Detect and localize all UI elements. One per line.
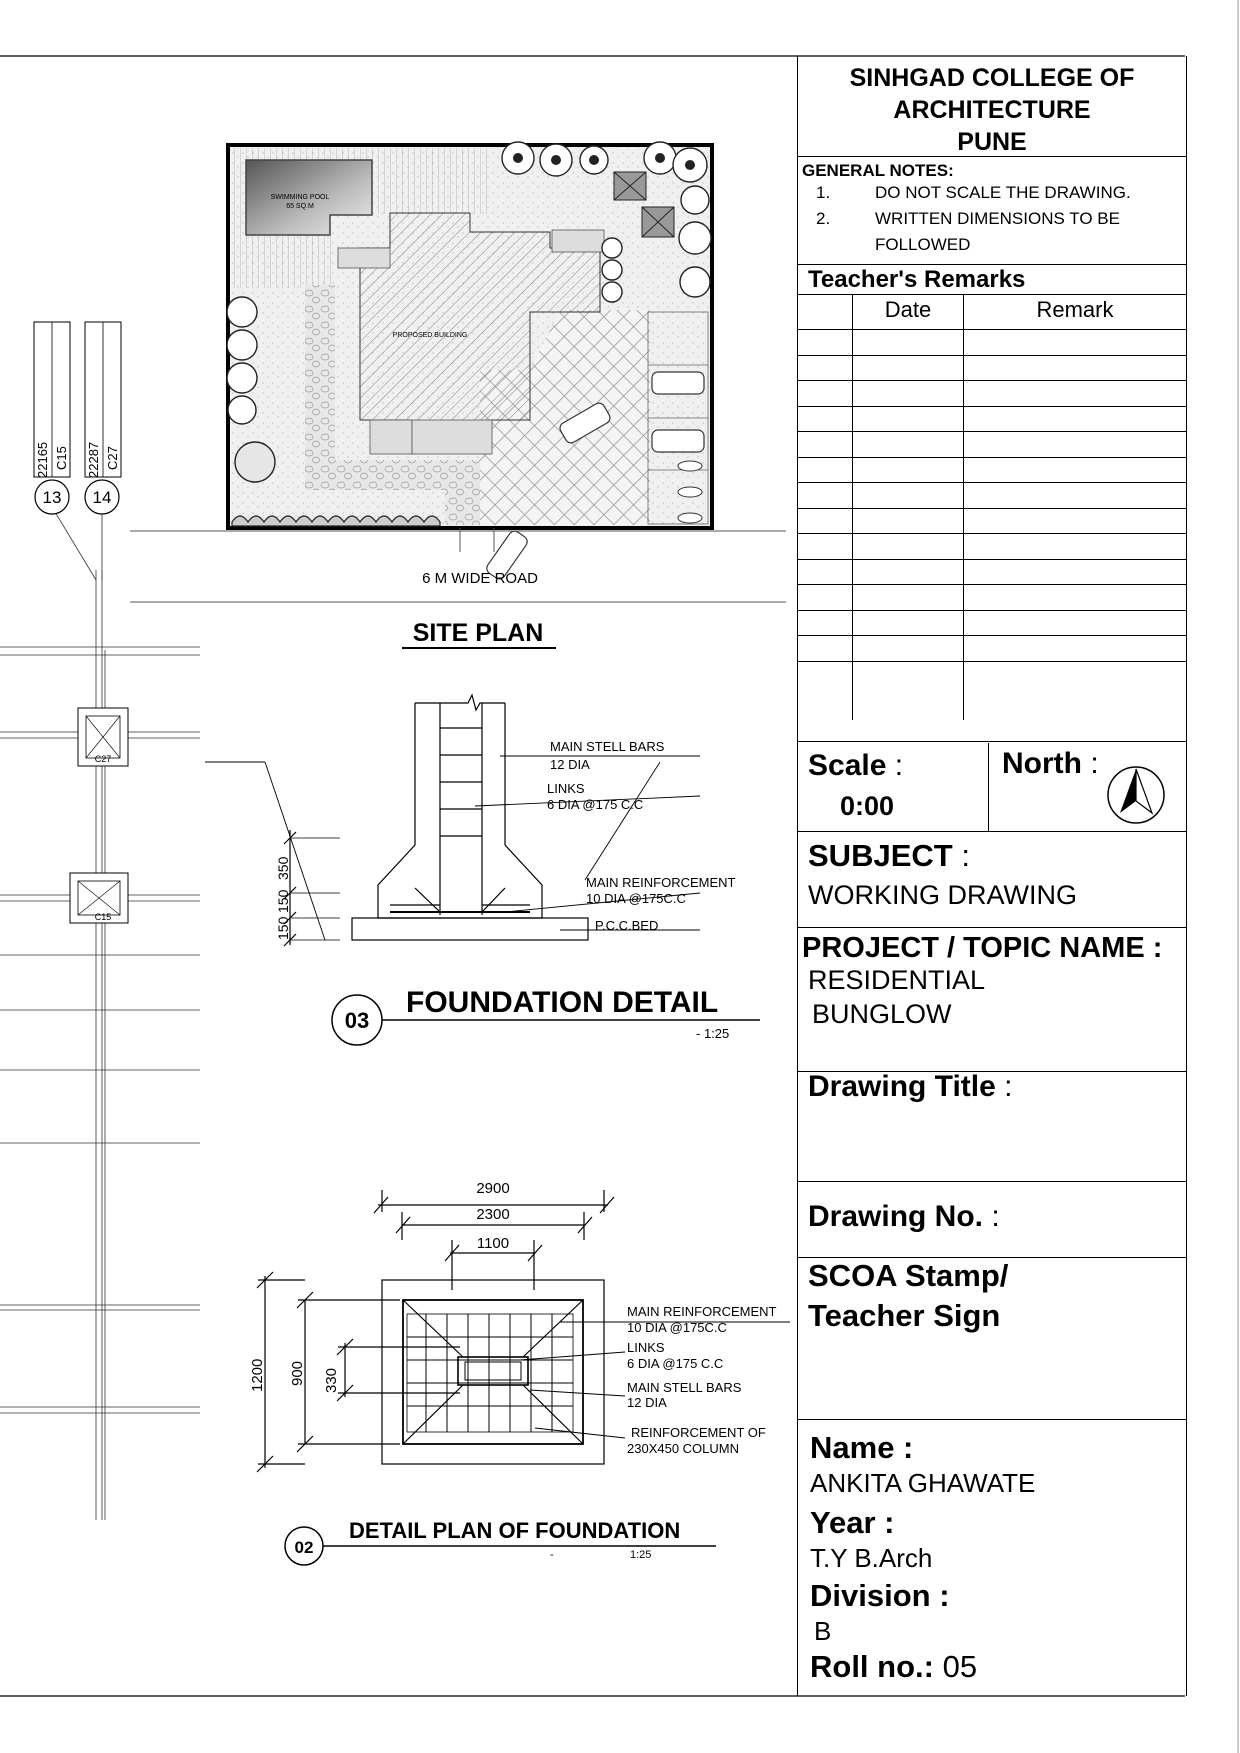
dim-150b: 150 — [275, 916, 291, 940]
remarks-heading: Teacher's Remarks — [808, 266, 1026, 293]
college-header — [798, 56, 1186, 157]
dim-2900: 2900 — [476, 1180, 510, 1197]
site-plan — [130, 142, 786, 602]
note-2-text: WRITTEN DIMENSIONS TO BE — [875, 209, 1120, 228]
structural-grid — [0, 507, 200, 1520]
remarks-row-line — [798, 533, 1186, 534]
north-field: North : — [1002, 747, 1099, 780]
remarks-row-line — [798, 380, 1186, 381]
pf-main-bars: MAIN STELL BARS — [627, 1380, 742, 1395]
college-name-line1: SINHGAD COLLEGE OF — [849, 64, 1135, 92]
college-name-line2: ARCHITECTURE — [893, 96, 1091, 124]
pf-links-dia: 6 DIA @175 C.C — [627, 1356, 724, 1371]
building-label: PROPOSED BUILDING — [392, 332, 468, 339]
dim-2300: 2300 — [476, 1206, 510, 1223]
svg-text:03: 03 — [344, 1008, 370, 1033]
note-1-text: DO NOT SCALE THE DRAWING. — [875, 183, 1131, 202]
dim-1200: 1200 — [249, 1358, 266, 1392]
remarks-row-line — [798, 329, 1186, 330]
notes-heading: GENERAL NOTES: — [802, 161, 954, 180]
scale-north-row — [798, 743, 1186, 832]
north-arrow-icon — [1106, 765, 1166, 825]
dim-900: 900 — [289, 1360, 306, 1386]
remarks-row-line — [798, 508, 1186, 509]
dim-330: 330 — [323, 1367, 340, 1393]
remarks-row-line — [798, 355, 1186, 356]
dim-1100: 1100 — [476, 1235, 510, 1252]
remarks-row-line — [798, 482, 1186, 483]
fd-pcc: P.C.C.BED — [595, 918, 659, 933]
grid-tag-14 — [85, 322, 121, 478]
remarks-row-line — [798, 610, 1186, 611]
stamp-line1: SCOA Stamp/ — [808, 1258, 1009, 1293]
note-2-num: 2. — [816, 209, 831, 228]
student-name: ANKITA GHAWATE — [810, 1468, 1036, 1498]
scale-field: Scale : — [808, 749, 904, 782]
pf-main-reinf: MAIN REINFORCEMENT — [627, 1304, 777, 1319]
stamp-line2: Teacher Sign — [808, 1298, 1001, 1333]
fd-main-reinf: MAIN REINFORCEMENT — [586, 875, 736, 890]
fd-links: LINKS — [547, 781, 585, 796]
svg-text:14: 14 — [92, 488, 112, 507]
north-label: North — [1002, 747, 1082, 780]
student-year: T.Y B.Arch — [810, 1543, 933, 1573]
remarks-row-line — [798, 559, 1186, 560]
remarks-row-line — [798, 635, 1186, 636]
stamp-row — [798, 1258, 1186, 1420]
subject-row: SUBJECT : WORKING DRAWING — [798, 832, 1186, 928]
foundation-plan-title: DETAIL PLAN OF FOUNDATION — [349, 1518, 681, 1543]
pf-links: LINKS — [627, 1340, 665, 1355]
fd-main-bars-dia: 12 DIA — [550, 757, 590, 772]
fd-links-dia: 6 DIA @175 C.C — [547, 797, 644, 812]
drawing-no-row: Drawing No. : — [798, 1182, 1186, 1258]
student-name-label: Name : — [810, 1430, 914, 1465]
remarks-table — [798, 295, 1186, 743]
project-label: PROJECT / TOPIC NAME : — [802, 932, 1163, 964]
drawing-no-label: Drawing No. — [808, 1200, 984, 1233]
foundation-detail-scale: - 1:25 — [696, 1026, 730, 1041]
remarks-row-line — [798, 661, 1186, 662]
student-roll — [810, 1649, 1186, 1685]
subject-value: WORKING DRAWING — [808, 880, 1077, 910]
svg-text:13: 13 — [42, 488, 62, 507]
remarks-row-line — [798, 584, 1186, 585]
grid-tag-13-a: 22165 — [35, 441, 50, 478]
svg-text:02: 02 — [294, 1538, 314, 1557]
grid-bubble-14 — [85, 480, 119, 514]
remarks-row-line — [798, 431, 1186, 432]
fd-main-bars: MAIN STELL BARS — [550, 739, 665, 754]
grid-tag-14-a: 22287 — [86, 441, 101, 478]
project-line1: RESIDENTIAL — [808, 965, 986, 995]
foundation-detail-title: FOUNDATION DETAIL — [406, 986, 719, 1019]
student-division: B — [814, 1616, 832, 1646]
remarks-row-line — [798, 406, 1186, 407]
remarks-heading-row — [798, 265, 1186, 295]
column-footing-c27 — [78, 708, 128, 766]
svg-text:C15: C15 — [94, 912, 112, 922]
grid-tag-13 — [34, 322, 70, 478]
site-plan-title: SITE PLAN — [412, 619, 544, 647]
general-notes — [798, 157, 1186, 265]
student-roll-label: Roll no.: — [810, 1649, 934, 1684]
drawing-title-row: Drawing Title : — [798, 1072, 1186, 1182]
student-division-label: Division : — [810, 1578, 950, 1613]
foundation-plan-scale: 1:25 — [630, 1549, 652, 1561]
grid-tag-14-b: C27 — [105, 446, 120, 470]
student-details — [798, 1420, 1186, 1696]
column-footing-c15 — [70, 873, 128, 923]
drawing-title-label: Drawing Title — [808, 1070, 996, 1103]
pf-main-bars-dia: 12 DIA — [627, 1395, 667, 1410]
scale-label: Scale — [808, 749, 887, 782]
remarks-row-line — [798, 457, 1186, 458]
dim-350: 350 — [275, 856, 291, 880]
title-block — [797, 56, 1187, 1696]
road-label: 6 M WIDE ROAD — [422, 570, 538, 587]
scale-value: 0:00 — [840, 791, 895, 821]
note-1-num: 1. — [816, 183, 831, 202]
pool-label: SWIMMING POOL — [270, 194, 330, 201]
remarks-col-date: Date — [884, 297, 932, 322]
student-year-label: Year : — [810, 1505, 895, 1540]
college-city: PUNE — [957, 128, 1027, 156]
student-roll-value: 05 — [942, 1649, 978, 1684]
pf-col-reinf: REINFORCEMENT OF — [631, 1425, 766, 1440]
project-row — [798, 928, 1186, 1072]
project-line2: BUNGLOW — [812, 999, 952, 1029]
svg-text:C27: C27 — [94, 754, 112, 764]
dim-150a: 150 — [275, 889, 291, 913]
pf-col-size: 230X450 COLUMN — [627, 1441, 739, 1456]
fd-main-reinf-dia: 10 DIA @175C.C — [586, 891, 686, 906]
grid-tag-13-b: C15 — [54, 446, 69, 470]
note-2-text-cont: FOLLOWED — [875, 235, 971, 254]
remarks-col-remark: Remark — [1036, 297, 1114, 322]
grid-bubble-13 — [35, 480, 69, 514]
pf-main-reinf-dia: 10 DIA @175C.C — [627, 1320, 727, 1335]
foundation-plan-scale-dash: - — [550, 1549, 554, 1561]
subject-label: SUBJECT — [808, 838, 953, 873]
pool-area-label: 65 SQ.M — [286, 203, 314, 210]
